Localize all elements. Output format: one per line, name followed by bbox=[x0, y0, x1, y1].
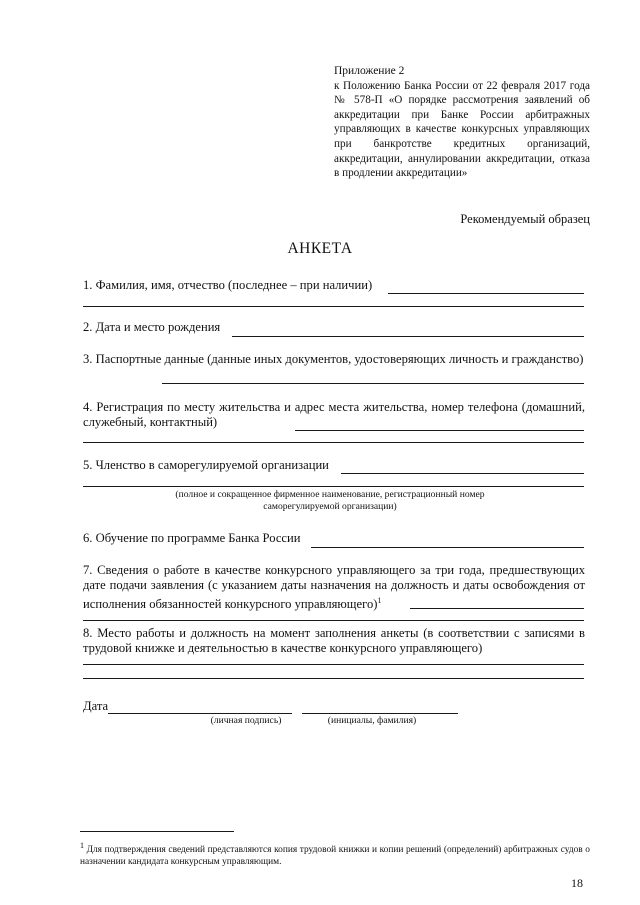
page-number: 18 bbox=[571, 876, 583, 890]
question-5-hint: (полное и сокращенное фирменное наименование, регистрационный номер саморегулируемой организации) bbox=[175, 489, 485, 512]
footnote-mark: 1 bbox=[80, 841, 84, 850]
question-8-label: 8. Место работы и должность на момент заполнения анкеты (в соответствии с записями в трудовой книжке и деятельностью в качестве конкурсного управляющего) bbox=[83, 626, 585, 655]
question-7-label bbox=[83, 563, 585, 612]
appendix-title: Приложение 2 bbox=[334, 65, 405, 77]
question-5-field[interactable] bbox=[341, 473, 584, 474]
question-8-field-line-2[interactable] bbox=[83, 678, 584, 679]
appendix-text: к Положению Банка России от 22 февраля 2017 года № 578-П «О порядке рассмотрения заявлений об аккредитации при Банке России арбитражных управляющих в качестве конкурсных управляющих при банкротстве кредитных организаций, аккредитации, аннулировании аккредитации, отказа в продлении аккредитации» bbox=[334, 79, 590, 180]
question-5-field-line-2[interactable] bbox=[83, 486, 584, 487]
name-field[interactable] bbox=[302, 713, 458, 714]
signature-field[interactable] bbox=[198, 713, 292, 714]
question-2-label: 2. Дата и место рождения bbox=[83, 320, 221, 334]
footnote-divider bbox=[80, 831, 234, 832]
question-1-label: 1. Фамилия, имя, отчество (последнее – при наличии) bbox=[83, 278, 373, 292]
signature-hint: (личная подпись) bbox=[210, 715, 282, 726]
question-1-field[interactable] bbox=[388, 293, 584, 294]
question-6-field[interactable] bbox=[311, 547, 584, 548]
date-label: Дата bbox=[83, 699, 109, 713]
question-4-field[interactable] bbox=[295, 430, 584, 431]
question-7-field-line-2[interactable] bbox=[83, 620, 584, 621]
question-8-field-line-1[interactable] bbox=[83, 664, 584, 665]
question-5-label: 5. Членство в саморегулируемой организации bbox=[83, 458, 329, 472]
question-7-text: 7. Сведения о работе в качестве конкурсного управляющего за три года, предшествующих дате подачи заявления (с указанием даты назначения на должность и даты освобождения от исполнения обязанностей конкурсного управляющего) bbox=[83, 563, 585, 612]
question-6-label: 6. Обучение по программе Банка России bbox=[83, 531, 301, 545]
question-4-field-line-2[interactable] bbox=[83, 442, 584, 443]
name-hint: (инициалы, фамилия) bbox=[327, 715, 417, 726]
form-title: АНКЕТА bbox=[287, 240, 353, 257]
question-3-field[interactable] bbox=[162, 383, 584, 384]
sample-label: Рекомендуемый образец bbox=[460, 212, 590, 226]
question-7-field[interactable] bbox=[410, 608, 584, 609]
footnote-reference: 1 bbox=[377, 596, 382, 605]
footnote bbox=[80, 840, 590, 868]
footnote-text: Для подтверждения сведений представляются копия трудовой книжки и копии решений (определений) арбитражных судов о назначении кандидата конкурсным управляющим. bbox=[80, 845, 590, 868]
question-2-field[interactable] bbox=[232, 336, 584, 337]
question-1-field-line-2[interactable] bbox=[83, 306, 584, 307]
question-4-label: 4. Регистрация по месту жительства и адрес места жительства, номер телефона (домашний, служебный, контактный) bbox=[83, 400, 585, 429]
appendix-reference bbox=[334, 64, 590, 181]
date-field[interactable] bbox=[108, 713, 198, 714]
question-3-label: 3. Паспортные данные (данные иных документов, удостоверяющих личность и гражданство) bbox=[83, 352, 584, 366]
